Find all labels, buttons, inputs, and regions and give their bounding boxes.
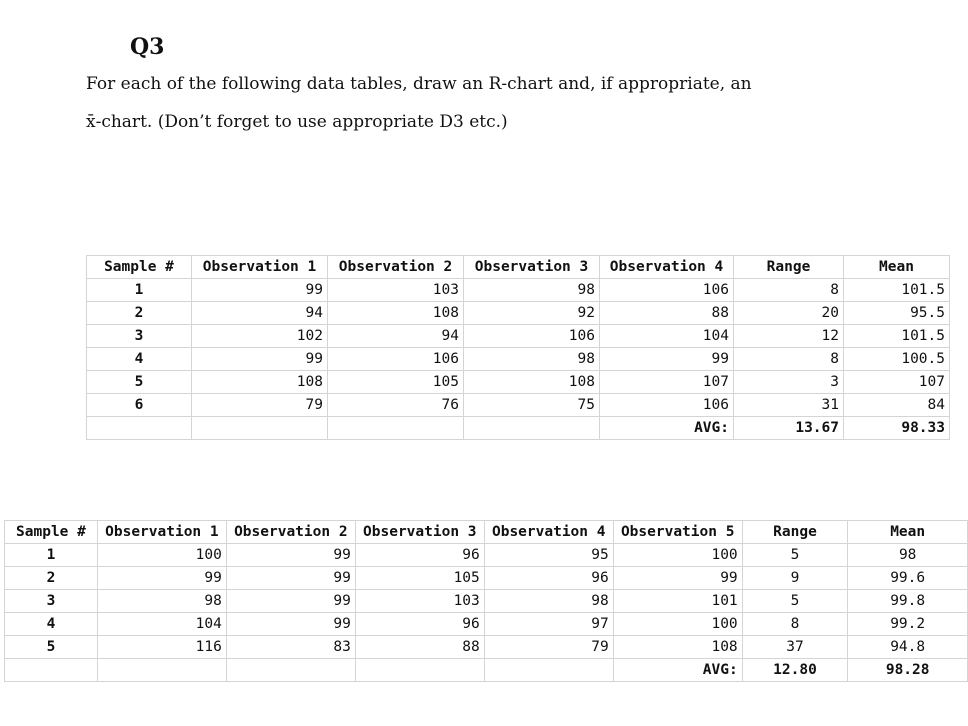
observation-cell: 98: [484, 590, 613, 613]
average-label: AVG:: [613, 659, 742, 682]
data-table-1: [86, 255, 950, 440]
column-header: Range: [742, 521, 848, 544]
observation-cell: 99: [226, 613, 355, 636]
observation-cell: 97: [484, 613, 613, 636]
data-table-2: [4, 520, 968, 682]
table-row: [5, 613, 968, 636]
table-row: [87, 325, 950, 348]
observation-cell: 101: [613, 590, 742, 613]
observation-cell: 108: [192, 371, 328, 394]
column-header: Observation 3: [464, 256, 600, 279]
empty-cell: [97, 659, 226, 682]
range-cell: 12: [734, 325, 844, 348]
average-row: [5, 659, 968, 682]
empty-cell: [464, 417, 600, 440]
mean-cell: 100.5: [844, 348, 950, 371]
range-cell: 3: [734, 371, 844, 394]
observation-cell: 106: [600, 279, 734, 302]
table-row: [87, 302, 950, 325]
observation-cell: 99: [613, 567, 742, 590]
observation-cell: 88: [355, 636, 484, 659]
observation-cell: 83: [226, 636, 355, 659]
observation-cell: 94: [192, 302, 328, 325]
table-header-row: [87, 256, 950, 279]
empty-cell: [226, 659, 355, 682]
range-cell: 20: [734, 302, 844, 325]
observation-cell: 79: [192, 394, 328, 417]
range-cell: 8: [734, 279, 844, 302]
observation-cell: 76: [328, 394, 464, 417]
column-header: Sample #: [87, 256, 192, 279]
observation-cell: 75: [464, 394, 600, 417]
observation-cell: 92: [464, 302, 600, 325]
observation-cell: 108: [613, 636, 742, 659]
observation-cell: 94: [328, 325, 464, 348]
observation-cell: 98: [464, 279, 600, 302]
empty-cell: [87, 417, 192, 440]
observation-cell: 99: [192, 348, 328, 371]
average-row: [87, 417, 950, 440]
sample-number-cell: 1: [5, 544, 98, 567]
column-header: Observation 2: [328, 256, 464, 279]
table-row: [87, 394, 950, 417]
mean-cell: 94.8: [848, 636, 968, 659]
average-range: 13.67: [734, 417, 844, 440]
empty-cell: [192, 417, 328, 440]
column-header: Range: [734, 256, 844, 279]
mean-cell: 101.5: [844, 325, 950, 348]
observation-cell: 99: [192, 279, 328, 302]
observation-cell: 116: [97, 636, 226, 659]
observation-cell: 108: [328, 302, 464, 325]
column-header: Observation 5: [613, 521, 742, 544]
observation-cell: 100: [613, 613, 742, 636]
observation-cell: 79: [484, 636, 613, 659]
observation-cell: 99: [600, 348, 734, 371]
empty-cell: [484, 659, 613, 682]
column-header: Observation 2: [226, 521, 355, 544]
observation-cell: 102: [192, 325, 328, 348]
mean-cell: 99.8: [848, 590, 968, 613]
column-header: Observation 4: [484, 521, 613, 544]
observation-cell: 99: [97, 567, 226, 590]
sample-number-cell: 4: [87, 348, 192, 371]
average-label: AVG:: [600, 417, 734, 440]
observation-cell: 96: [355, 613, 484, 636]
average-mean: 98.33: [844, 417, 950, 440]
question-text-line-2: x̄-chart. (Don’t forget to use appropriate D3 etc.): [86, 112, 508, 132]
column-header: Sample #: [5, 521, 98, 544]
table-header-row: [5, 521, 968, 544]
sample-number-cell: 1: [87, 279, 192, 302]
question-title: Q3: [130, 34, 165, 60]
average-mean: 98.28: [848, 659, 968, 682]
sample-number-cell: 3: [5, 590, 98, 613]
mean-cell: 95.5: [844, 302, 950, 325]
range-cell: 8: [734, 348, 844, 371]
sample-number-cell: 4: [5, 613, 98, 636]
sample-number-cell: 2: [87, 302, 192, 325]
column-header: Mean: [848, 521, 968, 544]
observation-cell: 106: [464, 325, 600, 348]
observation-cell: 106: [600, 394, 734, 417]
observation-cell: 99: [226, 590, 355, 613]
observation-cell: 99: [226, 544, 355, 567]
table-row: [87, 279, 950, 302]
table-row: [87, 371, 950, 394]
table-row: [5, 590, 968, 613]
observation-cell: 98: [97, 590, 226, 613]
empty-cell: [5, 659, 98, 682]
range-cell: 37: [742, 636, 848, 659]
range-cell: 31: [734, 394, 844, 417]
observation-cell: 108: [464, 371, 600, 394]
average-range: 12.80: [742, 659, 848, 682]
observation-cell: 88: [600, 302, 734, 325]
observation-cell: 103: [355, 590, 484, 613]
question-text-line-1: For each of the following data tables, draw an R-chart and, if appropriate, an: [86, 74, 752, 94]
sample-number-cell: 3: [87, 325, 192, 348]
observation-cell: 107: [600, 371, 734, 394]
mean-cell: 98: [848, 544, 968, 567]
table-row: [5, 636, 968, 659]
observation-cell: 105: [355, 567, 484, 590]
range-cell: 5: [742, 544, 848, 567]
mean-cell: 101.5: [844, 279, 950, 302]
table-row: [5, 544, 968, 567]
mean-cell: 99.6: [848, 567, 968, 590]
column-header: Observation 1: [97, 521, 226, 544]
observation-cell: 95: [484, 544, 613, 567]
column-header: Observation 1: [192, 256, 328, 279]
observation-cell: 99: [226, 567, 355, 590]
observation-cell: 103: [328, 279, 464, 302]
table-row: [87, 348, 950, 371]
observation-cell: 100: [613, 544, 742, 567]
empty-cell: [328, 417, 464, 440]
observation-cell: 96: [355, 544, 484, 567]
observation-cell: 96: [484, 567, 613, 590]
observation-cell: 98: [464, 348, 600, 371]
empty-cell: [355, 659, 484, 682]
observation-cell: 105: [328, 371, 464, 394]
range-cell: 5: [742, 590, 848, 613]
observation-cell: 104: [600, 325, 734, 348]
observation-cell: 104: [97, 613, 226, 636]
table-row: [5, 567, 968, 590]
observation-cell: 106: [328, 348, 464, 371]
mean-cell: 107: [844, 371, 950, 394]
range-cell: 9: [742, 567, 848, 590]
sample-number-cell: 2: [5, 567, 98, 590]
mean-cell: 99.2: [848, 613, 968, 636]
sample-number-cell: 5: [5, 636, 98, 659]
sample-number-cell: 5: [87, 371, 192, 394]
range-cell: 8: [742, 613, 848, 636]
sample-number-cell: 6: [87, 394, 192, 417]
mean-cell: 84: [844, 394, 950, 417]
observation-cell: 100: [97, 544, 226, 567]
column-header: Mean: [844, 256, 950, 279]
column-header: Observation 4: [600, 256, 734, 279]
column-header: Observation 3: [355, 521, 484, 544]
